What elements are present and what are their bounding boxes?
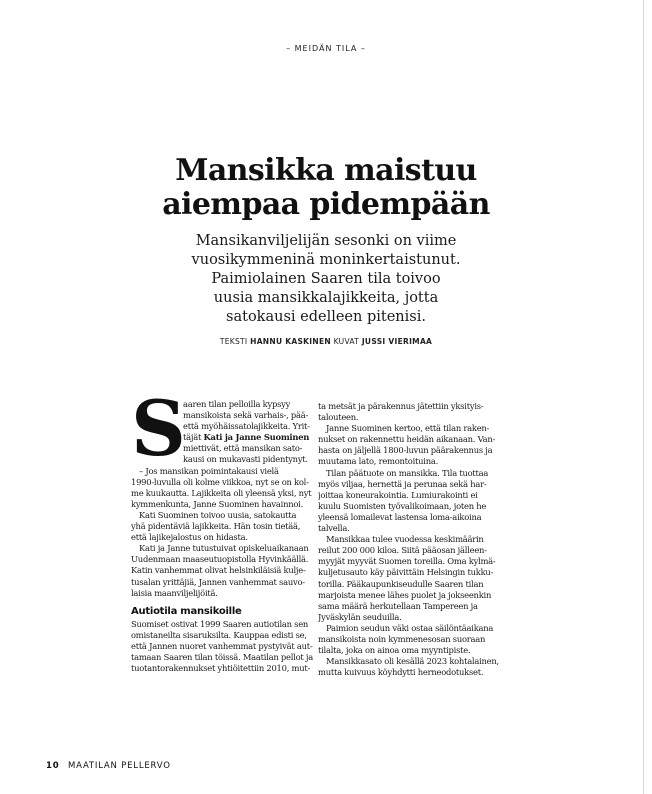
article-headline <box>0 154 652 222</box>
body-line: myyjät myyvät Suomen toreilla. Oma kylmä- <box>318 556 496 567</box>
body-column-2 <box>318 401 500 678</box>
body-line: Kati ja Janne tutustuivat opiskeluaikanaan <box>139 543 309 554</box>
body-line: tamaan Saaren tilan töissä. Maatilan pellot ja <box>131 651 313 662</box>
body-line: Jyväskylän seuduilla. <box>318 611 402 622</box>
body-line: muutama lato, remontoituina. <box>318 456 438 467</box>
magazine-name: MAATILAN PELLERVO <box>67 761 171 771</box>
body-line-names <box>131 432 313 443</box>
body-line: talouteen. <box>318 412 359 423</box>
body-line: sama määrä herkutellaan Tampereen ja <box>318 600 478 611</box>
deck-line: satokausi edelleen pitenisi. <box>226 309 426 325</box>
body-line: omistaneilta sisaruksilta. Kauppaa edisti se, <box>131 629 307 640</box>
byline <box>0 337 652 346</box>
section-tag: – MEIDÄN TILA – <box>286 44 366 53</box>
body-line: kausi on mukavasti pidentynyt. <box>183 454 308 465</box>
body-line: kuljetusauto käy päivittäin Helsingin tukku- <box>318 567 494 578</box>
body-line: 1990-luvulla oli kolme viikkoa, nyt se on kol- <box>131 476 309 487</box>
body-line: ta metsät ja pärakennus jätettiin yksityis- <box>318 401 484 411</box>
byline-text-label: TEKSTI <box>219 337 248 346</box>
body-line: talvella. <box>318 523 350 534</box>
page-footer <box>46 761 171 771</box>
body-line: yhä pidentäviä lajikkeita. Hän tosin tietää, <box>131 521 301 532</box>
body-line: Janne Suominen kertoo, että tilan raken- <box>326 423 490 434</box>
body-line: mansikoista sekä varhais-, pää- <box>183 410 309 421</box>
body-text: täjät <box>183 432 204 443</box>
deck-line: Paimiolainen Saaren tila toivoo <box>211 271 441 287</box>
headline-line: Mansikka maistuu <box>175 153 477 188</box>
subheading: Autiotila mansikoille <box>131 605 242 617</box>
body-line: Tilan päätuote on mansikka. Tila tuottaa <box>326 467 489 478</box>
body-line: miettivät, että mansikan sato- <box>183 443 303 454</box>
body-line: marjoista menee lähes puolet ja jokseenkin <box>318 589 492 600</box>
byline-photographer: JUSSI VIERIMAA <box>361 337 433 346</box>
body-line: Katin vanhemmat olivat helsinkiläisiä kulje- <box>131 565 306 576</box>
body-line: Uudenmaan maaseutuopistolla Hyvinkäällä. <box>131 554 309 565</box>
page-gutter-line <box>643 0 644 794</box>
body-line: mutta kuivuus köyhdytti herneodotukset. <box>318 667 484 678</box>
body-line: Paimion seudun väki ostaa säilöntäaikana <box>326 622 494 633</box>
page-number: 10 <box>46 761 60 771</box>
body-line: Kati Suominen toivoo uusia, satokautta <box>139 509 297 520</box>
body-line: aaren tilan pelloilla kypsyy <box>183 399 291 409</box>
body-line: Suomiset ostivat 1999 Saaren autiotilan sen <box>131 618 309 629</box>
body-line: me kuukautta. Lajikkeita oli yleensä yksi, nyt <box>131 487 312 498</box>
body-line: tuotantorakennukset yhtiöitettiin 2010, mut- <box>131 663 311 674</box>
deck-line: Mansikanviljelijän sesonki on viime <box>195 233 457 249</box>
body-line: tilalta, joka on ainoa oma myyntipiste. <box>318 645 471 656</box>
person-names: Kati ja Janne Suominen <box>203 432 310 443</box>
body-column-1 <box>131 399 313 674</box>
body-line: reilut 200 000 kiloa. Siitä pääosan jälleen- <box>318 545 487 556</box>
article-deck <box>0 232 652 327</box>
body-line: että Jannen nuoret vanhemmat pystyivät aut- <box>131 640 313 651</box>
body-line: mansikoista noin kymmenesosan suoraan <box>318 633 486 644</box>
body-line: hasta on jäljellä 1800-luvun päärakennus ja <box>318 445 493 456</box>
body-line: että myöhäissatolajikkeita. Yrit- <box>183 421 310 432</box>
body-line: kuulu Suomisten työvalikoimaan, joten he <box>318 500 487 511</box>
body-line: tusalan yrittäjiä, Jannen vanhemmat sauvo- <box>131 576 305 587</box>
body-line: että lajikejalostus on hidasta. <box>131 532 248 543</box>
body-line: laisia maanviljelijöitä. <box>131 587 218 598</box>
byline-author: HANNU KASKINEN <box>250 337 331 346</box>
deck-line: uusia mansikkalajikkeita, jotta <box>213 290 439 306</box>
drop-cap: S <box>131 384 186 473</box>
byline-photo-label: KUVAT <box>333 337 360 346</box>
body-line: nukset on rakennettu heidän aikanaan. Van- <box>318 434 496 445</box>
body-line: Mansikkaa tulee vuodessa keskimäärin <box>326 534 484 545</box>
headline-line: aiempaa pidempään <box>162 187 490 222</box>
body-line: kymmenkunta, Janne Suominen havainnoi. <box>131 498 304 509</box>
body-line: – Jos mansikan poimintakausi vielä <box>139 465 279 476</box>
body-line: Mansikkasato oli kesällä 2023 kohtalainen, <box>326 656 499 667</box>
body-line: myös viljaa, hernettä ja perunaa sekä har- <box>318 478 487 489</box>
body-line: torilla. Pääkaupunkiseudulle Saaren tilan <box>318 578 484 589</box>
deck-line: vuosikymmeninä moninkertaistunut. <box>191 252 461 268</box>
body-line: joittaa koneurakointia. Lumiurakointi ei <box>318 489 478 500</box>
body-line: yleensä lomailevat lastensa loma-aikoina <box>318 511 482 522</box>
